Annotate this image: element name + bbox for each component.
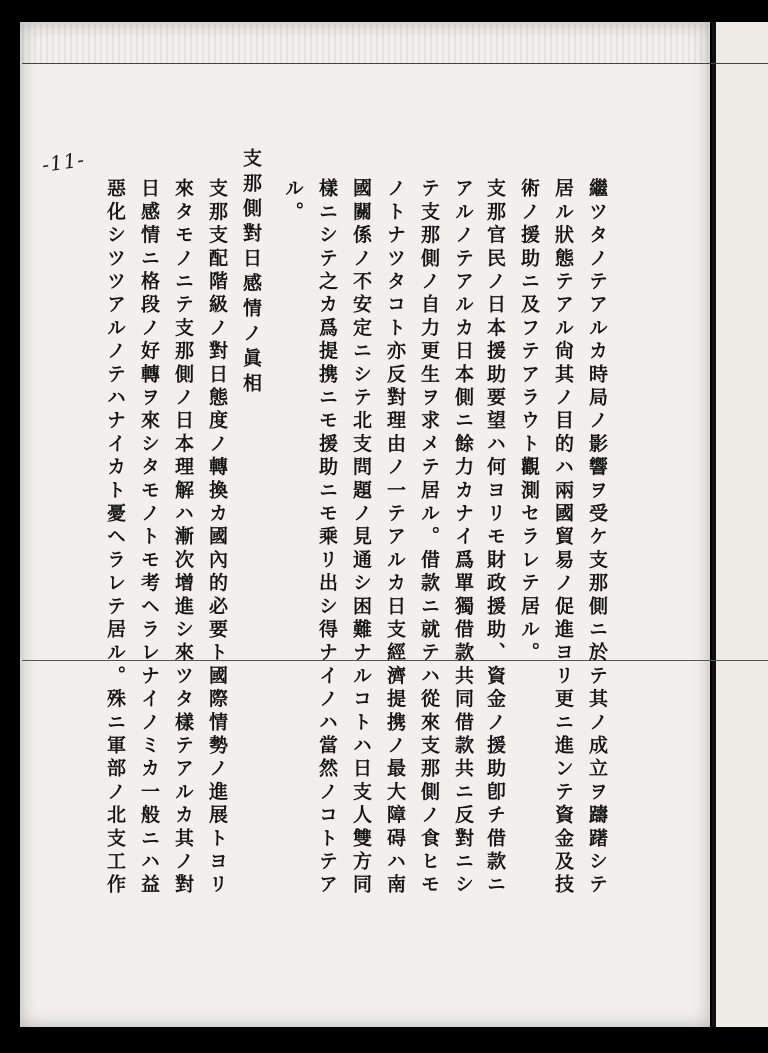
scan-noise-band — [22, 24, 708, 64]
page-fold-line — [712, 22, 716, 1027]
text-column-7: ノトナツタコト亦反對理由ノ一テアルカ日支經濟提携ノ最大障碍ハ南 — [384, 178, 406, 898]
text-column-2: 居ル狀態テアル尙其ノ目的ハ兩國貿易ノ促進ヨリ更ニ進ンテ資金及技 — [552, 178, 574, 898]
text-column-5: アルノテアルカ日本側ニ餘力カナイ爲單獨借款共同借款共ニ反對ニシ — [452, 178, 474, 898]
text-column-4: 支那官民ノ日本援助要望ハ何ヨリモ財政援助、資金ノ援助卽チ借款ニ — [484, 178, 506, 898]
text-column-13: 日感情ニ格段ノ好轉ヲ來シタモノトモ考ヘラレナイノミカ一般ニハ益 — [138, 178, 160, 898]
text-column-10: ル。 — [282, 178, 304, 225]
page-number: -11- — [40, 147, 87, 177]
text-column-6: テ支那側ノ自力更生ヲ求メテ居ル。借款ニ就テハ從來支那側ノ食ヒモ — [418, 178, 440, 898]
text-column-12: 來タモノニテ支那側ノ日本理解ハ漸次增進シ來ツタ樣テアルカ其ノ對 — [172, 178, 194, 898]
text-column-11: 支那支配階級ノ對日態度ノ轉換カ國內的必要ト國際情勢ノ進展トヨリ — [206, 178, 228, 898]
text-column-1: 繼ツタノテアルカ時局ノ影響ヲ受ケ支那側ニ於テ其ノ成立ヲ躊躇シテ — [586, 178, 608, 898]
text-column-14: 惡化シツツアルノテハナイカト憂ヘラレテ居ル。殊ニ軍部ノ北支工作 — [104, 178, 126, 898]
text-column-9: 樣ニシテ之カ爲提携ニモ援助ニモ乘リ出シ得ナイノハ當然ノコトテア — [316, 178, 338, 898]
scan-line-top — [22, 63, 768, 64]
text-column-8: 國關係ノ不安定ニシテ北支問題ノ見通シ困難ナルコトハ日支人雙方同 — [350, 178, 372, 898]
adjacent-page-edge — [716, 22, 768, 1027]
section-heading: 支那側對日感情ノ眞相 — [240, 148, 262, 398]
text-column-3: 術ノ援助ニ及フテアラウト觀測セラレテ居ル。 — [518, 178, 540, 666]
